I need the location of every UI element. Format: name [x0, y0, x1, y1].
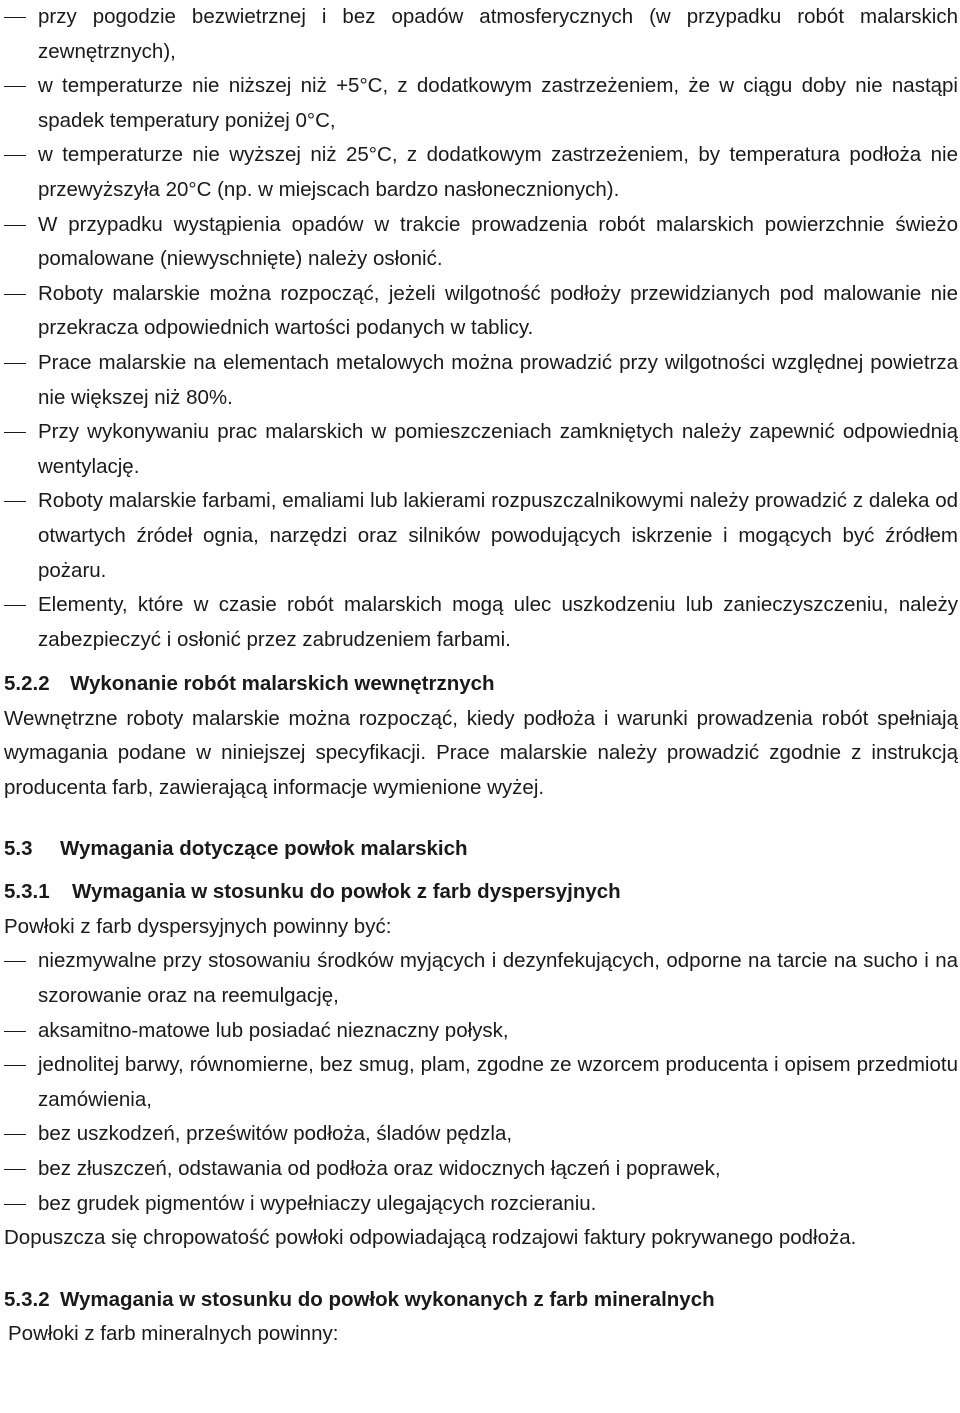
list-item: Roboty malarskie farbami, emaliami lub lakierami rozpuszczalnikowymi należy prowadzić z daleka od otwartych źródeł ognia, narzędzi oraz silników powodujących iskrzenie i mogących być źródłem pożaru.	[4, 484, 958, 588]
section-title: Wymagania w stosunku do powłok wykonanych z farb mineralnych	[60, 1287, 715, 1311]
list-item: w temperaturze nie wyższej niż 25°C, z dodatkowym zastrzeżeniem, by temperatura podłoża nie przewyższyła 20°C (np. w miejscach bardzo nasłonecznionych).	[4, 138, 958, 207]
list-item: bez grudek pigmentów i wypełniaczy ulegających rozcieraniu.	[4, 1187, 958, 1222]
list-item: jednolitej barwy, równomierne, bez smug, plam, zgodne ze wzorcem producenta i opisem przedmiotu zamówienia,	[4, 1048, 958, 1117]
list-item: bez uszkodzeń, prześwitów podłoża, śladów pędzla,	[4, 1117, 958, 1152]
section-intro: Powłoki z farb mineralnych powinny:	[8, 1322, 339, 1346]
section-number: 5.3.1	[4, 880, 50, 904]
list-item: Roboty malarskie można rozpocząć, jeżeli wilgotność podłoży przewidzianych pod malowanie nie przekracza odpowiednich wartości podanych w tablicy.	[4, 277, 958, 346]
conditions-list	[4, 0, 958, 657]
list-item: w temperaturze nie niższej niż +5°C, z dodatkowym zastrzeżeniem, że w ciągu doby nie nastąpi spadek temperatury poniżej 0°C,	[4, 69, 958, 138]
section-paragraph: Wewnętrzne roboty malarskie można rozpocząć, kiedy podłoża i warunki prowadzenia robót spełniają wymagania podane w niniejszej specyfikacji. Prace malarskie należy prowadzić zgodnie z instrukcją producenta farb, zawierającą informacje wymienione wyżej.	[4, 706, 958, 800]
section-heading-5-3-2	[4, 1283, 958, 1318]
section-number: 5.3.2	[4, 1287, 50, 1311]
list-item: W przypadku wystąpienia opadów w trakcie prowadzenia robót malarskich powierzchnie świeżo pomalowane (niewyschnięte) należy osłonić.	[4, 208, 958, 277]
section-number: 5.3	[4, 836, 33, 860]
list-item: niezmywalne przy stosowaniu środków myjących i dezynfekujących, odporne na tarcie na sucho i na szorowanie oraz na reemulgację,	[4, 944, 958, 1013]
section-number: 5.2.2	[4, 672, 50, 696]
section-title: Wymagania dotyczące powłok malarskich	[60, 836, 468, 860]
list-item: Przy wykonywaniu prac malarskich w pomieszczeniach zamkniętych należy zapewnić odpowiednią wentylację.	[4, 415, 958, 484]
section-heading-5-3	[4, 832, 958, 867]
list-item: bez złuszczeń, odstawania od podłoża oraz widocznych łączeń i poprawek,	[4, 1152, 958, 1187]
section-title: Wykonanie robót malarskich wewnętrznych	[70, 672, 495, 696]
section-title: Wymagania w stosunku do powłok z farb dyspersyjnych	[72, 880, 621, 904]
list-item: aksamitno-matowe lub posiadać nieznaczny połysk,	[4, 1014, 958, 1049]
section-intro: Powłoki z farb dyspersyjnych powinny być:	[4, 914, 392, 938]
requirements-list	[4, 944, 958, 1221]
list-item: Prace malarskie na elementach metalowych można prowadzić przy wilgotności względnej powietrza nie większej niż 80%.	[4, 346, 958, 415]
list-item: Elementy, które w czasie robót malarskich mogą ulec uszkodzeniu lub zanieczyszczeniu, należy zabezpieczyć i osłonić przez zabrudzeniem farbami.	[4, 588, 958, 657]
section-heading-5-2-2	[4, 667, 958, 702]
section-closing: Dopuszcza się chropowatość powłoki odpowiadającą rodzajowi faktury pokrywanego podłoża.	[4, 1226, 857, 1250]
list-item: przy pogodzie bezwietrznej i bez opadów atmosferycznych (w przypadku robót malarskich zewnętrznych),	[4, 0, 958, 69]
section-heading-5-3-1	[4, 875, 958, 910]
